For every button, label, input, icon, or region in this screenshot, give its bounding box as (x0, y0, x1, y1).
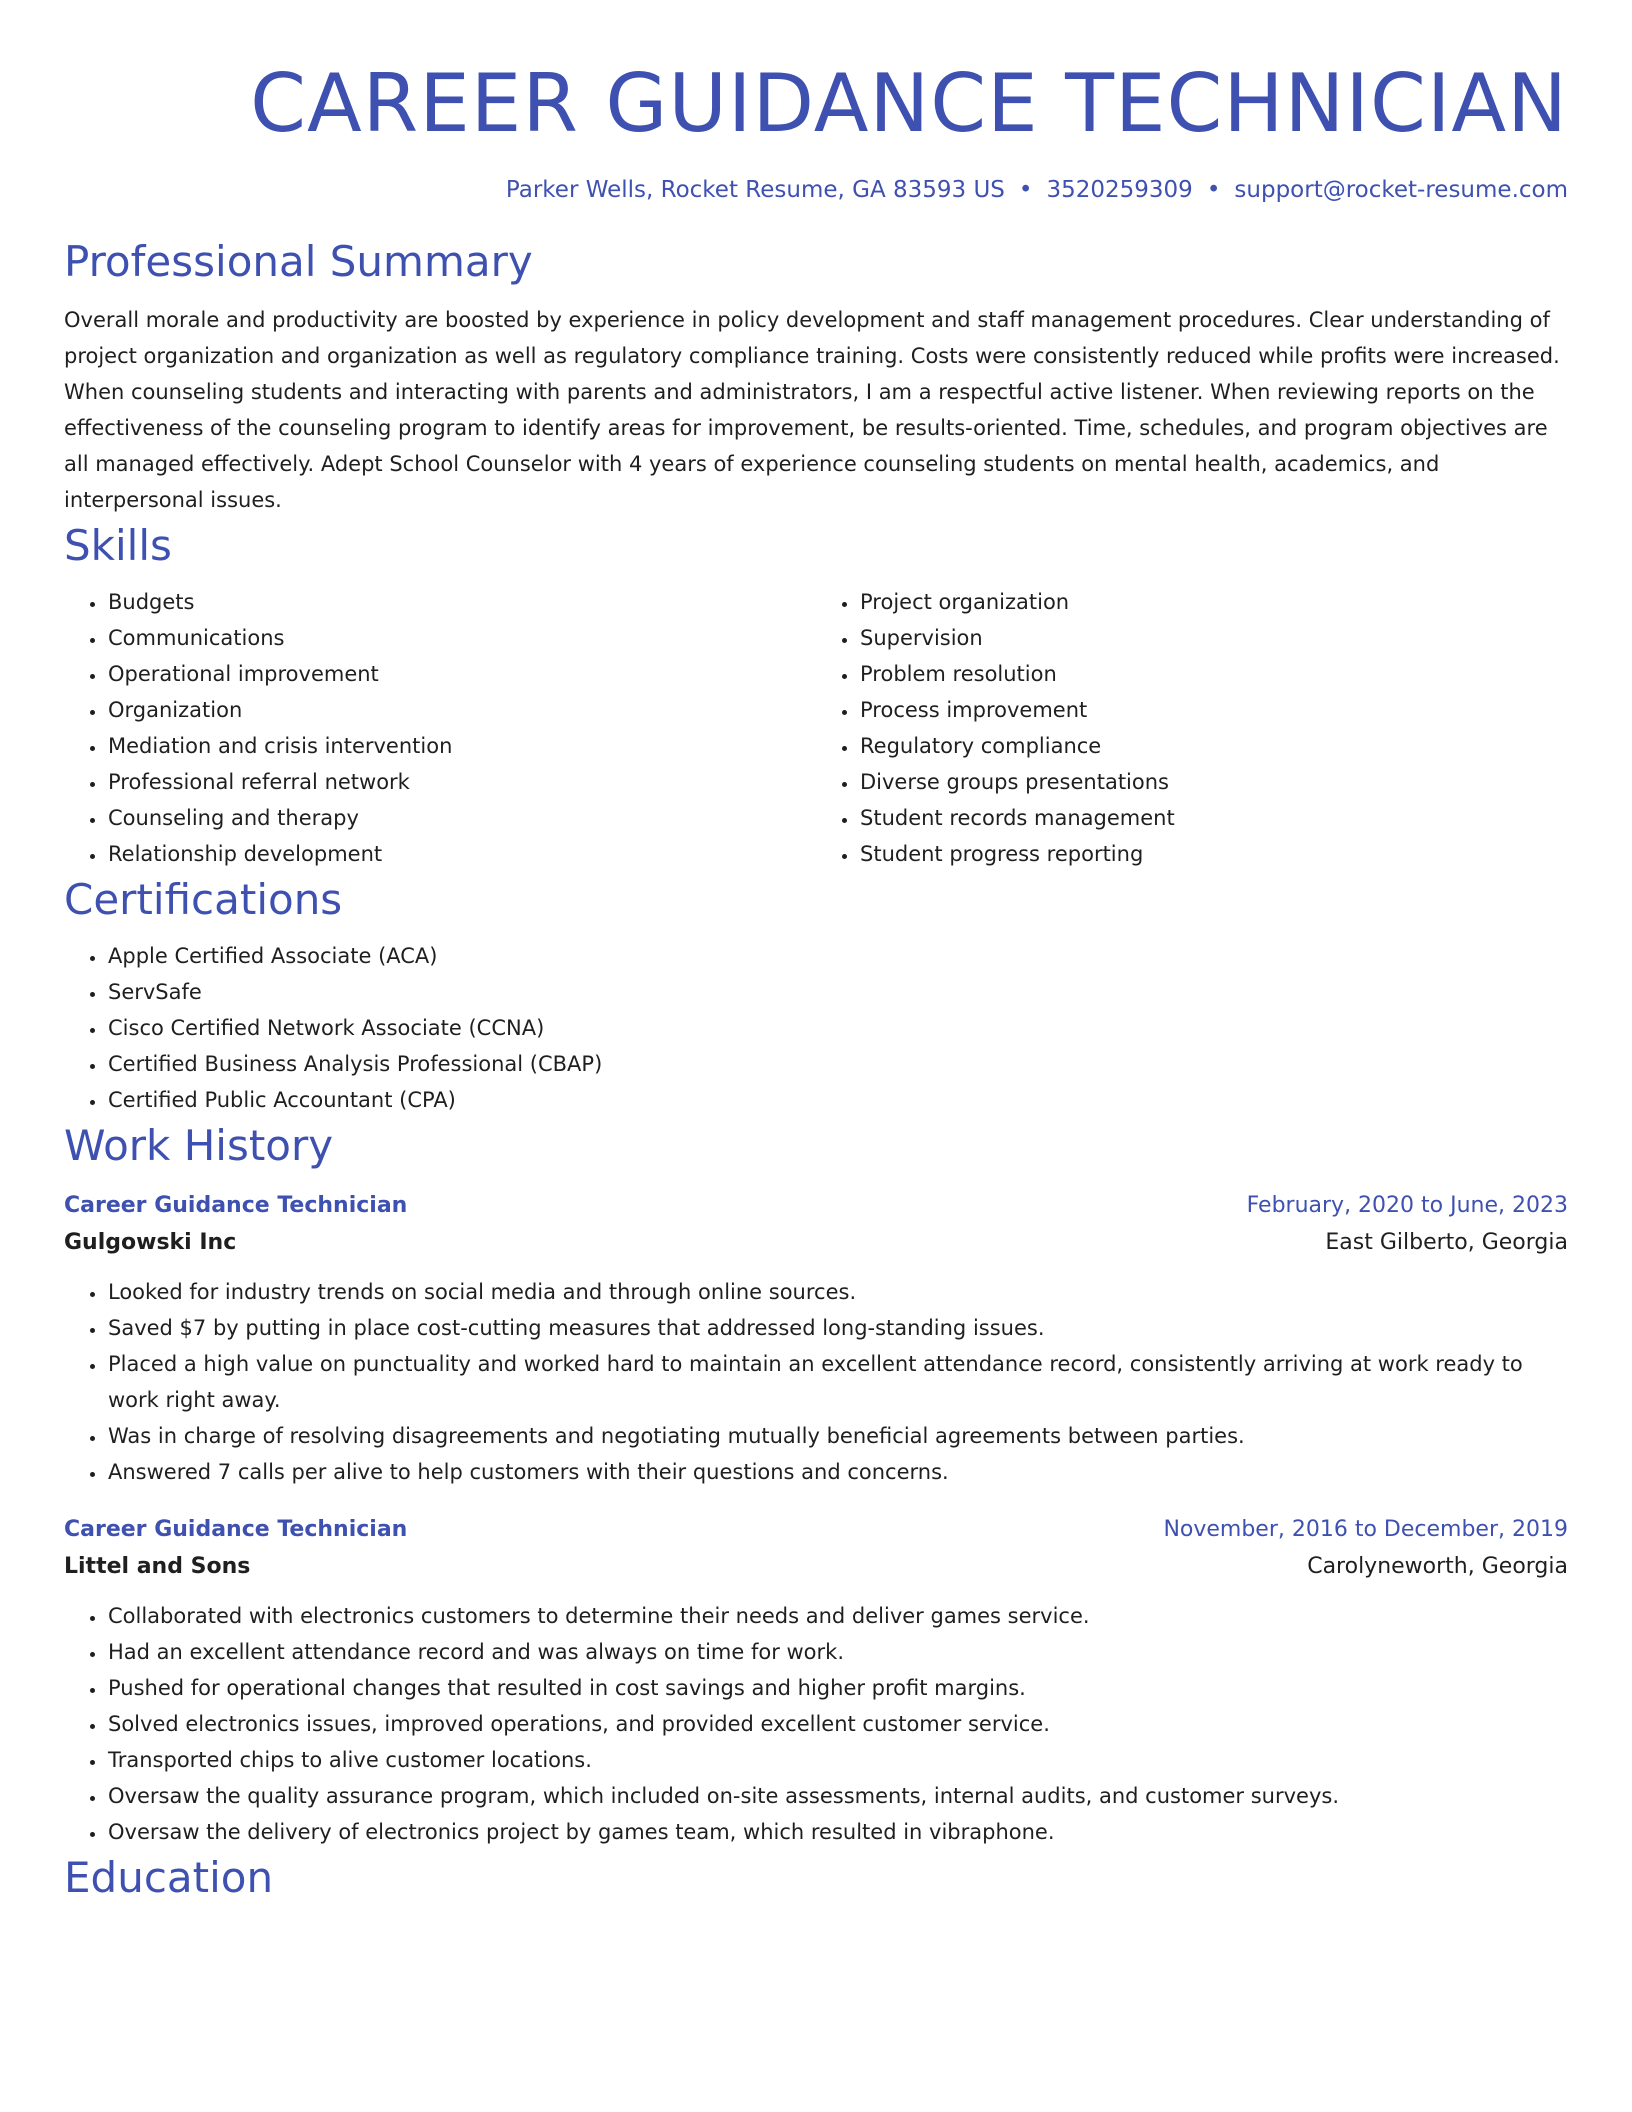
skills-heading: Skills (64, 521, 172, 570)
job-bullet: • Was in charge of resolving disagreements and negotiating mutually beneficial agreements between parties. (107, 1418, 1568, 1454)
bullet-separator: • (1018, 177, 1033, 203)
contact-email: support@rocket-resume.com (1234, 177, 1568, 203)
skill-item: • Process improvement (859, 692, 1568, 728)
summary-text: Overall morale and productivity are boosted by experience in policy development and staff management procedures. Clear understanding of project organization and organization as well as regulatory compliance training. Costs were consistently reduced while profits were increased. When counseling students and interacting with parents and administrators, I am a respectful active listener. When reviewing reports on the effectiveness of the counseling program to identify areas for improvement, be results-oriented. Time, schedules, and program objectives are all managed effectively. Adept School Counselor with 4 years of experience counseling students on mental health, academics, and interpersonal issues. (64, 308, 1560, 512)
skill-item: • Diverse groups presentations (859, 764, 1568, 800)
skill-item: • Regulatory compliance (859, 728, 1568, 764)
job-bullet: • Oversaw the delivery of electronics project by games team, which resulted in vibraphone. (107, 1814, 1568, 1850)
certification-item: • Apple Certified Associate (ACA) (107, 938, 1568, 974)
skills-list-left (64, 584, 816, 872)
job-company: Gulgowski Inc (64, 1230, 237, 1255)
job-bullet: • Pushed for operational changes that resulted in cost savings and higher profit margins. (107, 1670, 1568, 1706)
skill-item: • Student progress reporting (859, 836, 1568, 872)
skill-item: • Organization (107, 692, 816, 728)
job-bullet: • Transported chips to alive customer locations. (107, 1742, 1568, 1778)
work-history-heading: Work History (64, 1121, 334, 1170)
job-location: East Gilberto, Georgia (1325, 1230, 1568, 1255)
job-bullets (64, 1598, 1568, 1850)
contact-line (64, 174, 1568, 206)
job-bullet: • Had an excellent attendance record and was always on time for work. (107, 1634, 1568, 1670)
job-bullet: • Solved electronics issues, improved operations, and provided excellent customer service. (107, 1706, 1568, 1742)
certifications-list (64, 938, 1568, 1118)
job-title: Career Guidance Technician (64, 1193, 408, 1218)
skill-item: • Operational improvement (107, 656, 816, 692)
skill-item: • Communications (107, 620, 816, 656)
certification-item: • ServSafe (107, 974, 1568, 1010)
job-entry (64, 1188, 1568, 1490)
job-title: Career Guidance Technician (64, 1517, 408, 1542)
job-bullet: • Placed a high value on punctuality and worked hard to maintain an excellent attendance record, consistently arriving at work ready to work right away. (107, 1346, 1568, 1418)
job-company: Littel and Sons (64, 1554, 251, 1579)
contact-phone: 3520259309 (1046, 177, 1193, 203)
skills-grid (64, 574, 1568, 872)
job-company-row (64, 1224, 1568, 1262)
job-entry (64, 1512, 1568, 1850)
page-title: CAREER GUIDANCE TECHNICIAN (250, 57, 1568, 150)
job-dates: February, 2020 to June, 2023 (1246, 1193, 1568, 1218)
skill-item: • Mediation and crisis intervention (107, 728, 816, 764)
skill-item: • Supervision (859, 620, 1568, 656)
skill-item: • Problem resolution (859, 656, 1568, 692)
job-bullets (64, 1274, 1568, 1490)
job-bullet: • Oversaw the quality assurance program, which included on-site assessments, internal audits, and customer surveys. (107, 1778, 1568, 1814)
education-heading: Education (64, 1853, 274, 1902)
summary-heading: Professional Summary (64, 237, 533, 286)
skill-item: • Professional referral network (107, 764, 816, 800)
skill-item: • Project organization (859, 584, 1568, 620)
certification-item: • Certified Business Analysis Professional (CBAP) (107, 1046, 1568, 1082)
certification-item: • Cisco Certified Network Associate (CCNA) (107, 1010, 1568, 1046)
job-title-row (64, 1512, 1568, 1548)
job-bullet: • Collaborated with electronics customers to determine their needs and deliver games service. (107, 1598, 1568, 1634)
skill-item: • Counseling and therapy (107, 800, 816, 836)
skill-item: • Student records management (859, 800, 1568, 836)
skill-item: • Relationship development (107, 836, 816, 872)
job-location: Carolyneworth, Georgia (1307, 1554, 1568, 1579)
job-bullet: • Saved $7 by putting in place cost-cutting measures that addressed long-standing issues. (107, 1310, 1568, 1346)
bullet-separator: • (1206, 177, 1221, 203)
job-bullet: • Looked for industry trends on social media and through online sources. (107, 1274, 1568, 1310)
job-title-row (64, 1188, 1568, 1224)
skill-item: • Budgets (107, 584, 816, 620)
job-dates: November, 2016 to December, 2019 (1163, 1517, 1568, 1542)
skills-list-right (816, 584, 1568, 872)
certification-item: • Certified Public Accountant (CPA) (107, 1082, 1568, 1118)
contact-address: Parker Wells, Rocket Resume, GA 83593 US (505, 177, 1005, 203)
job-company-row (64, 1548, 1568, 1586)
job-bullet: • Answered 7 calls per alive to help customers with their questions and concerns. (107, 1454, 1568, 1490)
certifications-heading: Certifications (64, 875, 343, 924)
